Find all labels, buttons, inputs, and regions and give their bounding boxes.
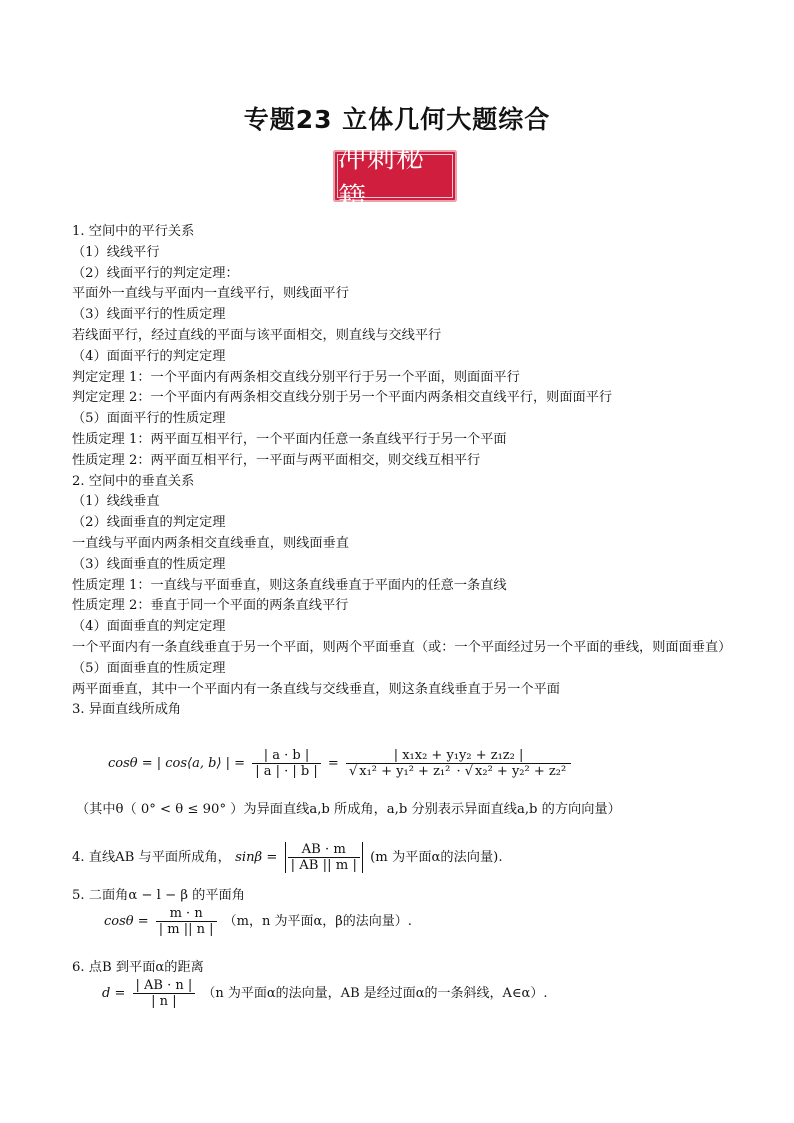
- formula-lhs: d =: [102, 986, 126, 1001]
- fraction: [133, 978, 196, 1009]
- section-badge: [333, 141, 457, 214]
- formula-lhs: sinβ =: [235, 850, 278, 865]
- formula-note: (m 为平面α的法向量).: [370, 850, 503, 865]
- text-line: 判定定理 2：一个平面内有两条相交直线分别于另一个平面内两条相交直线平行，则面面平行: [72, 390, 613, 406]
- badge-frame: [337, 141, 453, 214]
- fraction: [346, 748, 571, 779]
- text-line: （2）线面平行的判定定理：: [72, 265, 239, 281]
- fraction: [252, 748, 321, 779]
- text-line: 性质定理 2：两平面互相平行，一平面与两平面相交，则交线互相平行: [72, 452, 481, 468]
- formula-lhs: cosθ =: [104, 914, 149, 929]
- formula-distance-label: 6. 点B 到平面α的距离: [72, 960, 204, 975]
- text-line: 若线面平行，经过直线的平面与该平面相交，则直线与交线平行: [72, 327, 442, 343]
- text-line: （2）线面垂直的判定定理: [72, 515, 226, 531]
- formula-dihedral-label: 5. 二面角α − l − β 的平面角: [72, 888, 245, 903]
- badge-label: 冲刺秘籍: [338, 141, 426, 214]
- text-line: 平面外一直线与平面内一直线平行，则线面平行: [72, 286, 349, 302]
- numerator: m · n: [156, 906, 217, 922]
- text-line: （4）面面垂直的判定定理: [72, 619, 226, 635]
- text-line: 两平面垂直，其中一个平面内有一条直线与交线垂直，则这条直线垂直于另一个平面: [72, 681, 560, 697]
- text-line: 性质定理 1：两平面互相平行，一个平面内任意一条直线平行于另一个平面: [72, 431, 507, 447]
- formula-label: 4. 直线AB 与平面所成角，: [72, 850, 231, 865]
- fraction: [285, 842, 363, 873]
- theorem-list: [72, 222, 732, 721]
- text-line: 判定定理 1：一个平面内有两条相交直线分别平行于另一个平面，则面面平行: [72, 369, 520, 385]
- text-line: 一个平面内有一条直线垂直于另一个平面，则两个平面垂直（或：一个平面经过另一个平面的垂线，则面面垂直）: [72, 639, 732, 655]
- text-line: （1）线线垂直: [72, 494, 160, 510]
- numerator: AB · m: [288, 842, 360, 858]
- formula-note: （n 为平面α的法向量，AB 是经过面α的一条斜线，A∈α）.: [202, 986, 548, 1001]
- text-line: （5）面面平行的性质定理: [72, 411, 226, 427]
- dot-operator: ·: [456, 764, 461, 779]
- text-line: 一直线与平面内两条相交直线垂直，则线面垂直: [72, 535, 349, 551]
- denominator: | AB || m |: [290, 858, 357, 873]
- page-title: 专题23 立体几何大题综合: [243, 105, 551, 134]
- denominator: √ x₁² + y₁² + z₁² · √ x₂² + y₂² + z₂²: [348, 764, 567, 779]
- fraction: [156, 906, 217, 937]
- formula-distance: [102, 978, 547, 1009]
- formula-skew-angle: [108, 748, 574, 779]
- formula-lhs: cosθ = | cos⟨a, b⟩ | =: [108, 756, 246, 771]
- text-line: 3. 异面直线所成角: [72, 702, 182, 718]
- formula-dihedral: [104, 906, 412, 937]
- formula-note: （m，n 为平面α，β的法向量）.: [223, 914, 412, 929]
- denominator: | a | · | b |: [255, 764, 318, 779]
- denominator: | n |: [151, 994, 177, 1009]
- radicand: x₂² + y₂² + z₂²: [475, 764, 567, 779]
- text-line: （5）面面垂直的性质定理: [72, 660, 226, 676]
- text-line: （3）线面垂直的性质定理: [72, 556, 226, 572]
- text-line: 2. 空间中的垂直关系: [72, 473, 195, 489]
- text-line: 1. 空间中的平行关系: [72, 224, 195, 239]
- numerator: | x₁x₂ + y₁y₂ + z₁z₂ |: [346, 748, 571, 764]
- text-line: （1）线线平行: [72, 244, 160, 260]
- numerator: | a · b |: [252, 748, 321, 764]
- formula-line-plane: [72, 842, 503, 873]
- equals-sign: =: [327, 756, 339, 771]
- numerator: | AB · n |: [133, 978, 196, 994]
- formula-note: （其中θ（ 0° < θ ≤ 90° ）为异面直线a,b 所成角，a,b 分别表示异面直线a,b 的方向向量）: [76, 802, 621, 817]
- text-line: 性质定理 1：一直线与平面垂直，则这条直线垂直于平面内的任意一条直线: [72, 577, 507, 593]
- radicand: x₁² + y₁² + z₁²: [359, 764, 451, 779]
- denominator: | m || n |: [158, 922, 214, 937]
- text-line: （3）线面平行的性质定理: [72, 307, 226, 323]
- text-line: 性质定理 2：垂直于同一个平面的两条直线平行: [72, 598, 349, 614]
- text-line: （4）面面平行的判定定理: [72, 348, 226, 364]
